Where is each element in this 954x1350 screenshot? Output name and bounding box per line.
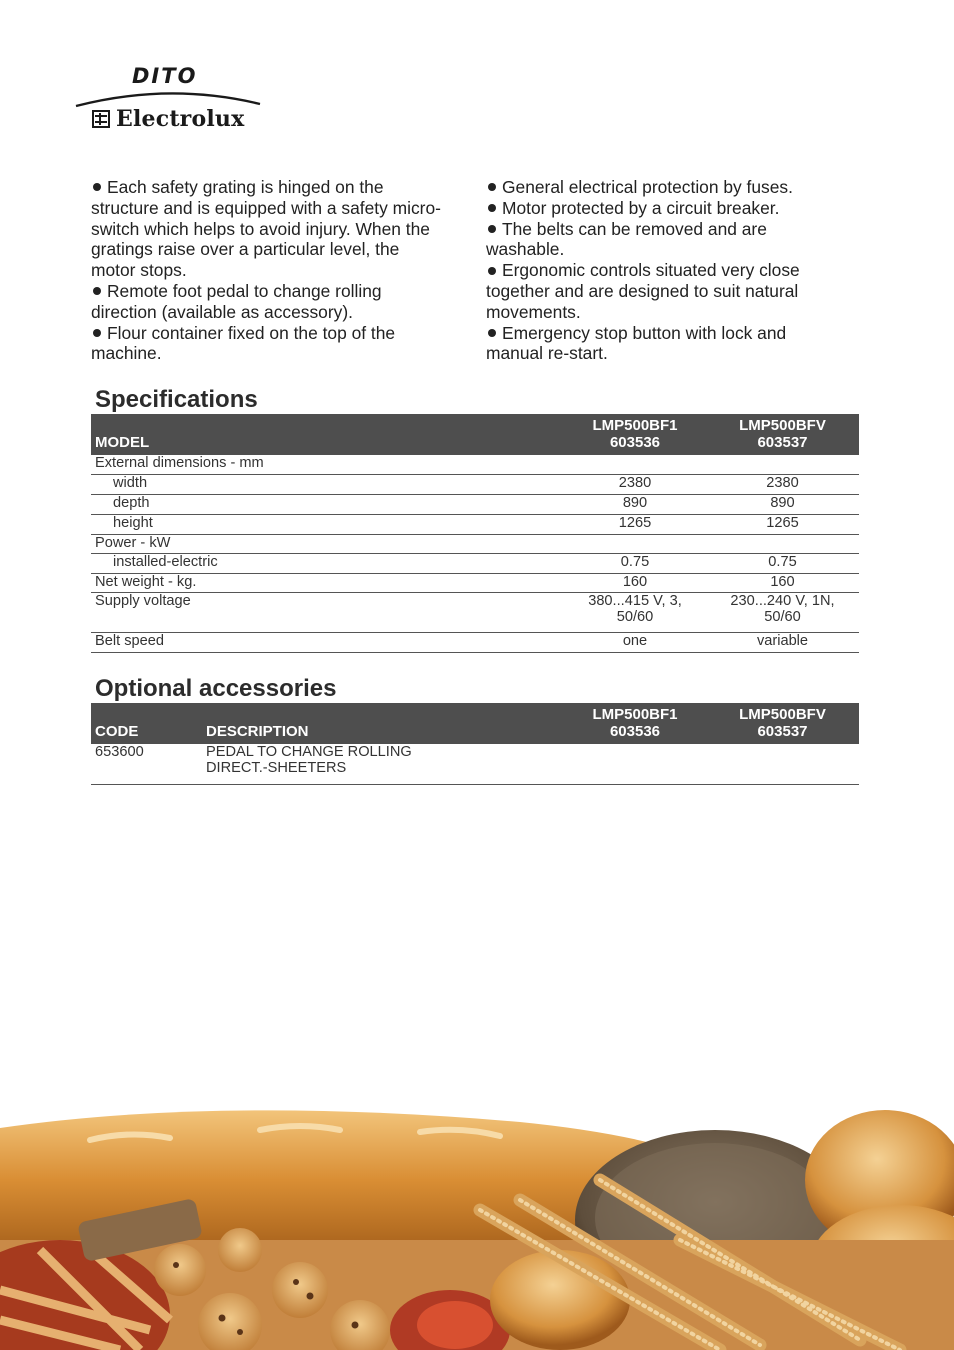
feature-bullet: Flour container fixed on the top of the machine.	[91, 322, 396, 364]
electrolux-wordmark	[92, 106, 244, 132]
bullet-icon	[488, 329, 496, 337]
model-column-header: LMP500BFV 603537	[706, 414, 859, 455]
electrolux-symbol-icon	[92, 110, 110, 128]
bullet-icon	[93, 287, 101, 295]
feature-bullet: Emergency stop button with lock and manual re-start.	[486, 322, 787, 364]
feature-bullet: General electrical protection by fuses.	[486, 177, 838, 198]
logo-arc-icon	[74, 88, 264, 108]
feature-bullet: The belts can be removed and are washable.	[486, 218, 767, 260]
features-right-column	[486, 177, 838, 364]
table-row: Supply voltage 380...415 V, 3, 50/60 230...240 V, 1N, 50/60	[91, 592, 859, 632]
feature-bullet: Each safety grating is hinged on the structure and is equipped with a safety micro-switch which helps to avoid injury. When the gratings raise over a particular level, the motor stops.	[91, 177, 441, 281]
model-column-header: LMP500BF1 603536	[564, 703, 706, 744]
brand-logo	[74, 62, 264, 134]
features-left-column	[91, 177, 443, 364]
accessories-title: Optional accessories	[95, 675, 337, 702]
table-row: width 2380 2380	[91, 474, 859, 494]
table-row: Power - kW	[91, 534, 859, 553]
description-header: DESCRIPTION	[202, 703, 564, 744]
bullet-icon	[488, 183, 496, 191]
accessories-table	[91, 703, 859, 785]
table-row: Net weight - kg. 160 160	[91, 573, 859, 592]
bullet-icon	[488, 225, 496, 233]
model-column-header: LMP500BFV 603537	[706, 703, 859, 744]
feature-bullet: Motor protected by a circuit breaker.	[486, 198, 838, 219]
electrolux-name: Electrolux	[116, 106, 245, 132]
table-row: depth 890 890	[91, 494, 859, 514]
table-row: Belt speed one variable	[91, 632, 859, 652]
table-header-row	[91, 414, 859, 455]
table-header-row	[91, 703, 859, 744]
model-column-header: LMP500BF1 603536	[564, 414, 706, 455]
model-header: MODEL	[91, 414, 564, 455]
table-row: 653600 PEDAL TO CHANGE ROLLING DIRECT.-SHEETERS	[91, 744, 859, 784]
bullet-icon	[93, 329, 101, 337]
code-header: CODE	[91, 703, 202, 744]
bullet-icon	[93, 183, 101, 191]
bullet-icon	[488, 204, 496, 212]
table-row: height 1265 1265	[91, 514, 859, 534]
bakery-products-image	[0, 1100, 954, 1350]
specifications-title: Specifications	[95, 386, 258, 413]
specifications-table	[91, 414, 859, 653]
dito-wordmark: DITO	[132, 64, 198, 88]
bullet-icon	[488, 267, 496, 275]
feature-bullet: Remote foot pedal to change rolling direction (available as accessory).	[91, 280, 382, 322]
table-row: installed-electric 0.75 0.75	[91, 553, 859, 573]
feature-bullet: Ergonomic controls situated very close together and are designed to suit natural movements.	[486, 260, 800, 322]
table-row: External dimensions - mm	[91, 455, 859, 474]
